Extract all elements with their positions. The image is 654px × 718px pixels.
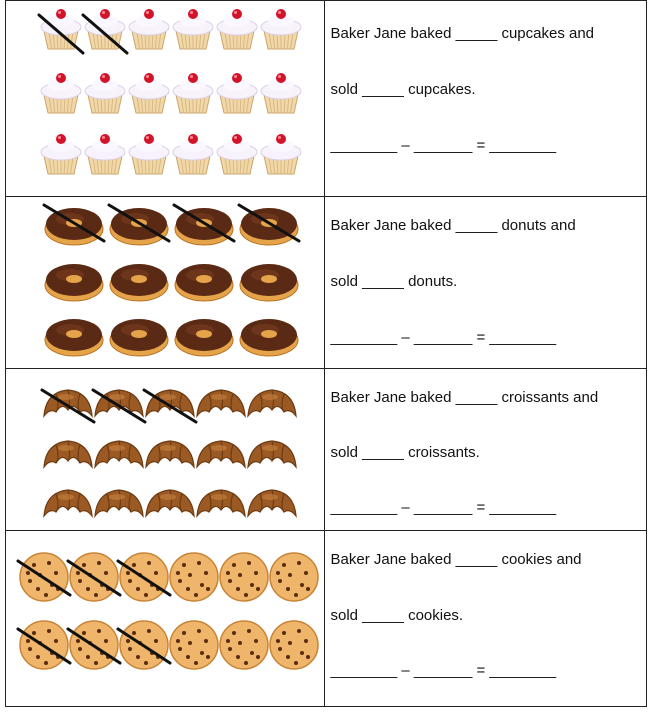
sentence-sold: sold _____ cookies. [330,607,464,624]
cupcake-icon [261,73,301,113]
sentence-baked: Baker Jane baked _____ croissants and [330,389,599,406]
cookie-icon [220,621,268,669]
cupcake-icon [41,73,81,113]
cupcake-icon [39,9,83,53]
cookie-icon [170,621,218,669]
croissant-icon [93,390,145,422]
cookie-icon [270,621,318,669]
sentence-baked: Baker Jane baked _____ cupcakes and [330,25,595,42]
cupcake-icon [129,9,169,49]
donuts-picture [6,197,324,368]
croissant-icon [197,490,245,516]
croissant-icon [44,441,92,467]
sentence-sold: sold _____ donuts. [330,273,458,290]
croissant-icon [248,390,296,416]
subtraction-equation: ________ – _______ = ________ [330,499,557,516]
donut-icon [240,319,298,356]
croissant-icon [44,490,92,516]
picture-cell [6,369,325,531]
croissant-icon [197,441,245,467]
picture-cell [6,1,325,197]
cookie-icon [118,621,170,669]
picture-cell [6,531,325,707]
cupcake-icon [85,73,125,113]
donut-icon [44,205,104,245]
cupcake-icon [261,9,301,49]
cupcake-icon [85,134,125,174]
croissant-icon [146,441,194,467]
donut-icon [45,319,103,356]
cupcake-icon [173,9,213,49]
cookie-icon [68,621,120,669]
croissant-icon [146,490,194,516]
cupcake-icon [261,134,301,174]
sentence-baked: Baker Jane baked _____ donuts and [330,217,576,234]
worksheet-table [5,0,647,707]
croissant-icon [95,490,143,516]
sentence-baked: Baker Jane baked _____ cookies and [330,551,582,568]
donut-icon [110,264,168,301]
croissants-picture [6,369,324,530]
text-cell [324,1,647,197]
sentence-sold: sold _____ cupcakes. [330,81,476,98]
subtraction-equation: ________ – _______ = ________ [330,137,557,154]
cupcake-icon [173,134,213,174]
cupcake-icon [217,9,257,49]
cookie-icon [18,621,70,669]
donut-icon [175,264,233,301]
cookie-icon [18,553,70,601]
cookie-icon [270,553,318,601]
cupcake-icon [129,73,169,113]
croissant-icon [42,390,94,422]
donut-icon [240,264,298,301]
donut-icon [174,205,234,245]
donut-icon [110,319,168,356]
cupcake-icon [41,134,81,174]
row-croissants [6,369,647,531]
croissant-icon [144,390,196,422]
cookie-icon [68,553,120,601]
cupcakes-picture [6,1,324,196]
row-donuts [6,197,647,369]
text-cell [324,531,647,707]
cookies-picture [6,531,324,706]
cupcake-icon [173,73,213,113]
row-cookies [6,531,647,707]
donut-icon [45,264,103,301]
croissant-icon [248,441,296,467]
donut-icon [109,205,169,245]
text-cell [324,197,647,369]
picture-cell [6,197,325,369]
sentence-sold: sold _____ croissants. [330,444,480,461]
cupcake-icon [217,134,257,174]
cookie-icon [170,553,218,601]
subtraction-equation: ________ – _______ = ________ [330,662,557,679]
croissant-icon [95,441,143,467]
cupcake-icon [129,134,169,174]
cupcake-icon [217,73,257,113]
cookie-icon [220,553,268,601]
subtraction-equation: ________ – _______ = ________ [330,329,557,346]
croissant-icon [248,490,296,516]
donut-icon [239,205,299,245]
cupcake-icon [83,9,127,53]
donut-icon [175,319,233,356]
croissant-icon [197,390,245,416]
text-cell [324,369,647,531]
cookie-icon [118,553,170,601]
row-cupcakes [6,1,647,197]
